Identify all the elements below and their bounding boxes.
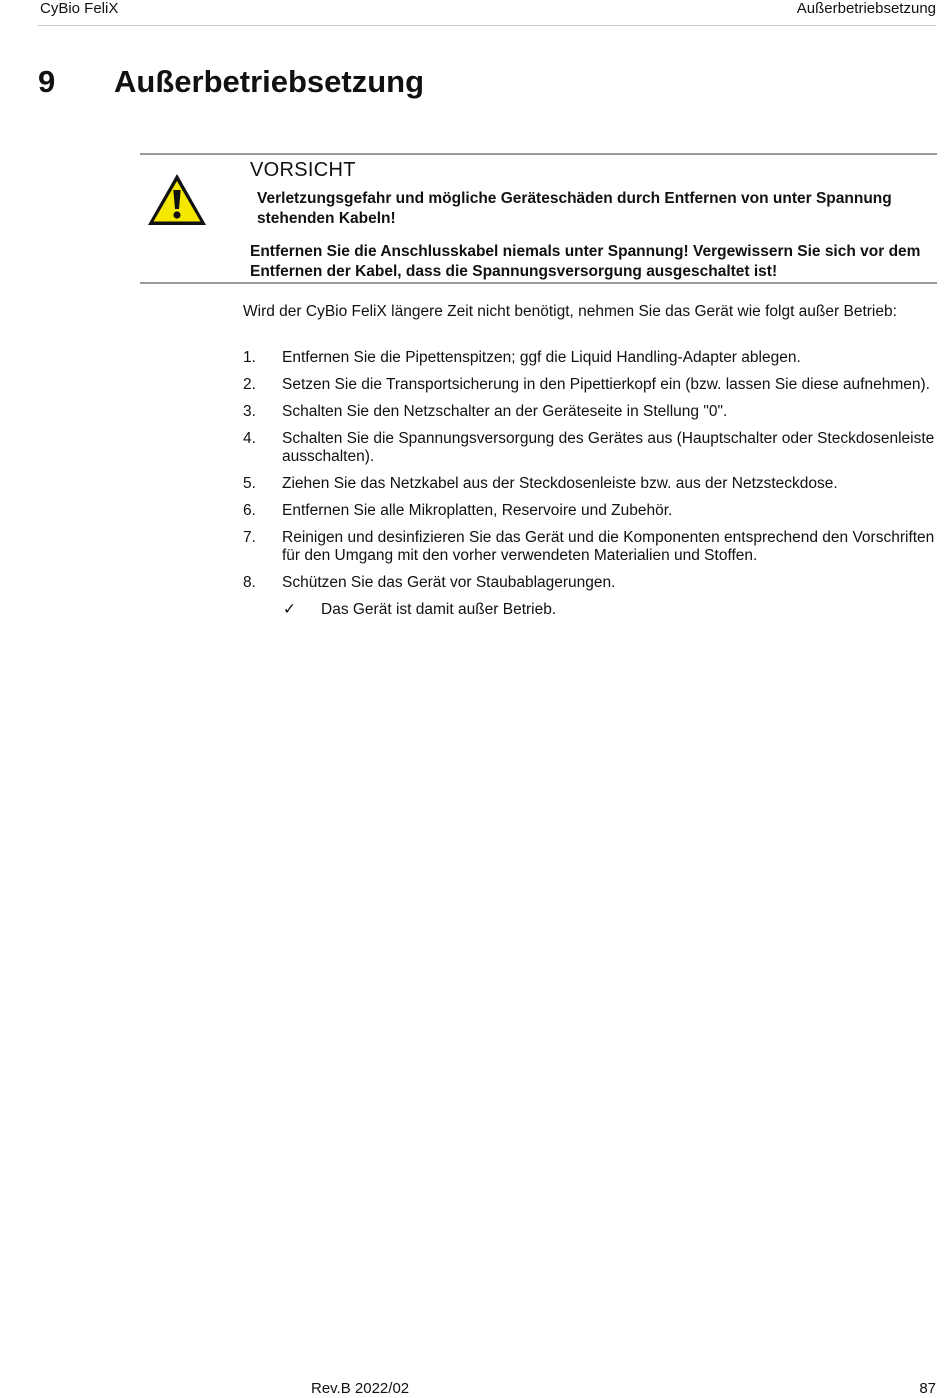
step-number: 3. <box>243 403 256 420</box>
step-text: Schalten Sie den Netzschalter an der Geräteseite in Stellung "0". <box>282 403 728 420</box>
step-number: 5. <box>243 475 256 492</box>
step-number: 4. <box>243 430 256 447</box>
result-item <box>243 601 935 619</box>
chapter-number: 9 <box>38 64 56 99</box>
step-number: 8. <box>243 574 256 591</box>
step-text: Schützen Sie das Gerät vor Staubablagerungen. <box>282 574 616 591</box>
step-text: Setzen Sie die Transportsicherung in den Pipettierkopf ein (bzw. lassen Sie diese aufnehmen). <box>282 376 930 393</box>
list-item <box>243 529 935 565</box>
step-text: Entfernen Sie die Pipettenspitzen; ggf die Liquid Handling-Adapter ablegen. <box>282 349 801 366</box>
list-item <box>243 403 935 421</box>
page-number: 87 <box>919 1380 936 1397</box>
step-text: Ziehen Sie das Netzkabel aus der Steckdosenleiste bzw. aus der Netzsteckdose. <box>282 475 838 492</box>
step-text: Schalten Sie die Spannungsversorgung des Gerätes aus (Hauptschalter oder Steckdosenleiste ausschalten). <box>282 430 935 465</box>
step-number: 1. <box>243 349 256 366</box>
list-item <box>243 376 935 394</box>
step-number: 2. <box>243 376 256 393</box>
chapter-title: Außerbetriebsetzung <box>114 64 425 99</box>
step-text: Reinigen und desinfizieren Sie das Gerät und die Komponenten entsprechend den Vorschriften für den Umgang mit den vorher verwendeten Materialien und Stoffen. <box>282 529 935 564</box>
warning-instruction-text: Entfernen Sie die Anschlusskabel niemals unter Spannung! Vergewissern Sie sich vor dem Entfernen der Kabel, dass die Spannungsversorgung ausgeschaltet ist! <box>250 243 921 280</box>
procedure-steps <box>243 349 935 619</box>
list-item <box>243 349 935 367</box>
list-item <box>243 502 935 520</box>
step-number: 6. <box>243 502 256 519</box>
header-product-name: CyBio FeliX <box>40 0 119 17</box>
step-number: 7. <box>243 529 256 546</box>
warning-signal-word: VORSICHT <box>250 159 356 181</box>
warning-box <box>140 153 937 284</box>
checkmark-icon: ✓ <box>283 601 296 618</box>
result-text: Das Gerät ist damit außer Betrieb. <box>321 601 557 618</box>
running-header <box>38 0 936 26</box>
warning-hazard-text: Verletzungsgefahr und mögliche Geräteschäden durch Entfernen von unter Spannung stehenden Kabeln! <box>257 190 892 227</box>
list-item <box>243 574 935 592</box>
list-item <box>243 430 935 466</box>
header-section-name: Außerbetriebsetzung <box>796 0 936 17</box>
step-text: Entfernen Sie alle Mikroplatten, Reservoire und Zubehör. <box>282 502 673 519</box>
intro-paragraph: Wird der CyBio FeliX längere Zeit nicht benötigt, nehmen Sie das Gerät wie folgt außer Betrieb: <box>243 303 897 320</box>
warning-triangle-icon <box>145 171 209 229</box>
list-item <box>243 475 935 493</box>
footer-revision: Rev.B 2022/02 <box>311 1380 410 1397</box>
